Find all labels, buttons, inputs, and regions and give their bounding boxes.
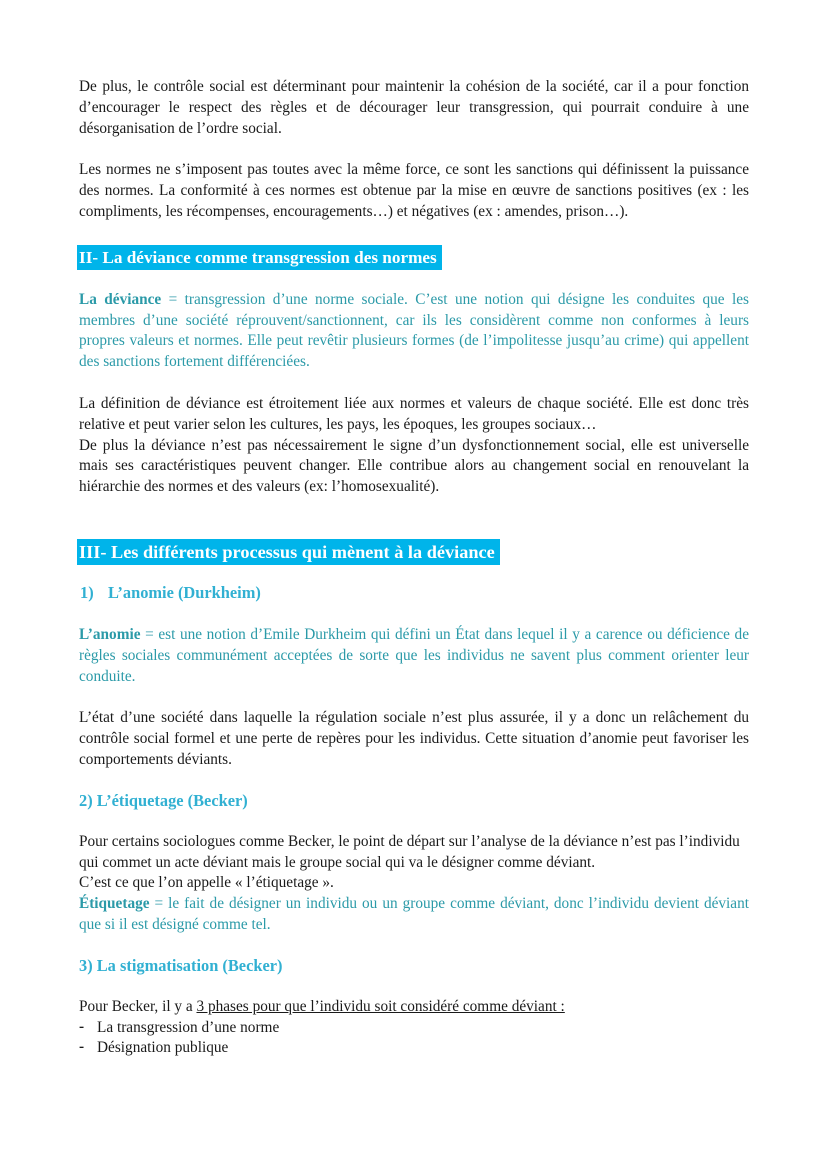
section-3-title: III- Les différents processus qui mènent à la déviance bbox=[77, 539, 500, 565]
definition-deviance bbox=[79, 290, 749, 373]
definition-etiquetage-text: = le fait de désigner un individu ou un groupe comme déviant, donc l’individu devient déviant que si il est désigné comme tel. bbox=[79, 895, 749, 933]
section-2-title: II- La déviance comme transgression des normes bbox=[77, 245, 442, 270]
document-page bbox=[79, 77, 749, 1059]
deviance-relative-paragraph: La définition de déviance est étroitement liée aux normes et valeurs de chaque société. Elle est donc très relative et peut varier selon les cultures, les pays, les époques, les groupes sociaux… bbox=[79, 394, 749, 433]
stigmatisation-phase-list bbox=[79, 1018, 749, 1060]
definition-anomie-text: = est une notion d’Emile Durkheim qui défini un État dans lequel il y a carence ou déficience de règles sociales communément acceptées de sorte que les individus ne savent plus comment orienter leur conduite. bbox=[79, 625, 749, 685]
section-2-heading bbox=[79, 245, 749, 270]
etiquetage-paragraph: Pour certains sociologues comme Becker, le point de départ sur l’analyse de la déviance n’est pas l’individu qui commet un acte déviant mais le groupe social qui va le désigner comme déviant. bbox=[79, 832, 740, 871]
definition-etiquetage bbox=[79, 894, 749, 936]
list-item: - La transgression d’une norme bbox=[79, 1018, 749, 1039]
definition-etiquetage-term: Étiquetage bbox=[79, 895, 150, 913]
etiquetage-label-line: C’est ce que l’on appelle « l’étiquetage ». bbox=[79, 874, 334, 892]
subsection-anomie-title: L’anomie (Durkheim) bbox=[108, 582, 261, 602]
definition-anomie-term: L’anomie bbox=[79, 625, 141, 643]
stigmatisation-intro-prefix: Pour Becker, il y a bbox=[79, 997, 197, 1015]
intro-paragraph-sanctions: Les normes ne s’imposent pas toutes avec la même force, ce sont les sanctions qui définissent la puissance des normes. La conformité à ces normes est obtenue par la mise en œuvre de sanctions positives (ex : les compliments, les récompenses, encouragements…) et négatives (ex : amendes, prison…). bbox=[79, 161, 749, 220]
list-item: - Désignation publique bbox=[79, 1038, 749, 1059]
definition-anomie bbox=[79, 625, 749, 687]
section-3-heading bbox=[79, 539, 749, 565]
definition-deviance-text: = transgression d’une norme sociale. C’est une notion qui désigne les conduites que les membres d’une société réprouvent/sanctionnent, car ils les considèrent comme non conformes à leurs propres valeurs et normes. Elle peut revêtir plusieurs formes (de l’impolitesse jusqu’au crime) qui appellent des sanctions fortement différenciées. bbox=[79, 290, 749, 371]
subsection-etiquetage-heading: 2) L’étiquetage (Becker) bbox=[79, 790, 248, 810]
anomie-paragraph: L’état d’une société dans laquelle la régulation sociale n’est plus assurée, il y a donc un relâchement du contrôle social formel et une perte de repères pour les individus. Cette situation d’anomie peut favoriser les comportements déviants. bbox=[79, 709, 749, 768]
subsection-anomie-heading bbox=[79, 582, 749, 604]
definition-deviance-term: La déviance bbox=[79, 290, 162, 308]
subsection-anomie-number: 1) bbox=[80, 582, 94, 602]
stigmatisation-intro bbox=[79, 997, 749, 1018]
stigmatisation-intro-underlined: 3 phases pour que l’individu soit considéré comme déviant : bbox=[196, 997, 565, 1015]
deviance-universal-paragraph: De plus la déviance n’est pas nécessairement le signe d’un dysfonctionnement social, elle est universelle mais ses caractéristiques peuvent changer. Elle contribue alors au changement social en renouvelant la hiérarchie des normes et des valeurs (ex: l’homosexualité). bbox=[79, 436, 749, 496]
subsection-stigmatisation-heading: 3) La stigmatisation (Becker) bbox=[79, 955, 283, 975]
intro-paragraph-control: De plus, le contrôle social est déterminant pour maintenir la cohésion de la société, car il a pour fonction d’encourager le respect des règles et de décourager leur transgression, qui pourrait conduire à une désorganisation de l’ordre social. bbox=[79, 78, 749, 137]
